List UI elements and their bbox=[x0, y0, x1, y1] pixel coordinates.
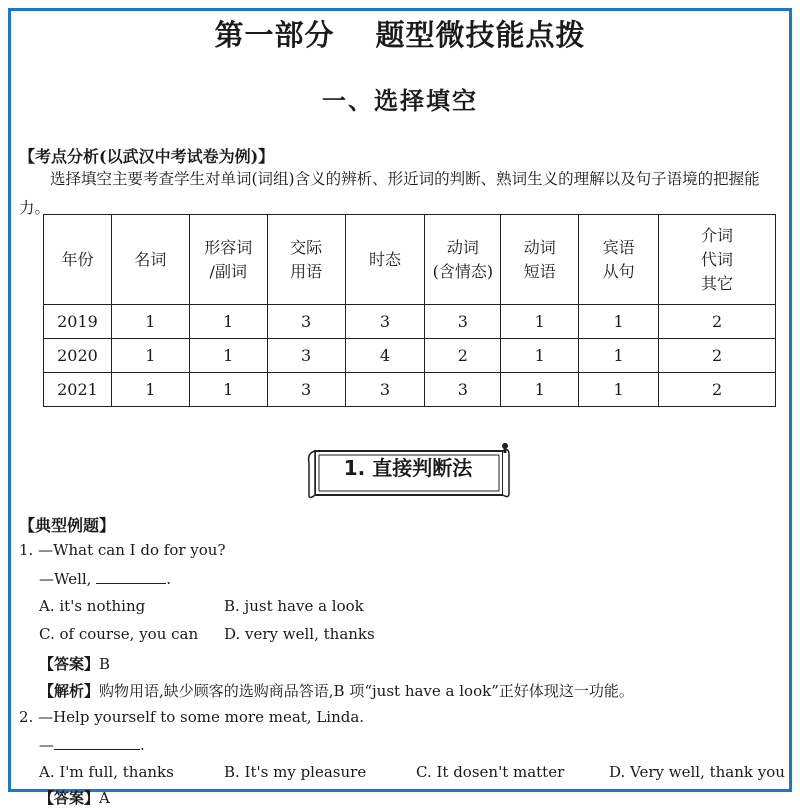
table-cell: 1 bbox=[501, 305, 579, 339]
q2-option-a: A. I'm full, thanks bbox=[39, 763, 174, 781]
table-cell: 1 bbox=[579, 339, 659, 373]
table-cell: 2 bbox=[425, 339, 501, 373]
table-header-cell bbox=[267, 215, 345, 305]
table-header-line: 动词 bbox=[523, 237, 556, 257]
q1-reply bbox=[39, 569, 171, 588]
table-cell: 1 bbox=[189, 339, 267, 373]
q2-answer-label: 【答案】 bbox=[39, 789, 100, 807]
table-cell: 1 bbox=[189, 373, 267, 407]
table-header-line: 形容词 bbox=[204, 237, 253, 257]
q1-option-c: C. of course, you can bbox=[39, 625, 199, 643]
q2-answer-value: A bbox=[99, 789, 110, 807]
table-cell: 3 bbox=[425, 305, 501, 339]
table-header-line: 年份 bbox=[61, 249, 94, 269]
table-header-line: (含情态) bbox=[432, 261, 494, 281]
table-cell: 1 bbox=[579, 373, 659, 407]
table-header-line: 交际 bbox=[290, 237, 323, 257]
table-header-line: 名词 bbox=[134, 249, 167, 269]
table-header-cell bbox=[425, 215, 501, 305]
analysis-heading: 【考点分析(以武汉中考试卷为例)】 bbox=[19, 147, 275, 166]
table-cell: 2 bbox=[659, 373, 776, 407]
table-header-row bbox=[44, 215, 776, 305]
table-header-cell bbox=[111, 215, 189, 305]
q2-answer bbox=[39, 787, 110, 808]
section-title: 一、选择填空 bbox=[322, 86, 478, 115]
q2-reply-text: — bbox=[39, 736, 54, 754]
table-header-cell bbox=[659, 215, 776, 305]
table-header-line: 介词 bbox=[701, 225, 734, 245]
q2-blank bbox=[54, 735, 140, 750]
table-cell: 2 bbox=[659, 305, 776, 339]
examples-heading: 【典型例题】 bbox=[19, 516, 116, 535]
table-cell: 3 bbox=[345, 305, 425, 339]
table-header-line: 从句 bbox=[602, 261, 635, 281]
table-header-cell bbox=[501, 215, 579, 305]
table-cell: 1 bbox=[579, 305, 659, 339]
table-cell: 3 bbox=[267, 305, 345, 339]
table-cell: 1 bbox=[111, 373, 189, 407]
table-header-line: 时态 bbox=[368, 249, 401, 269]
q1-prompt: 1. —What can I do for you? bbox=[19, 541, 226, 559]
table-cell: 1 bbox=[111, 339, 189, 373]
q2-option-b: B. It's my pleasure bbox=[224, 763, 367, 781]
q1-option-b: B. just have a look bbox=[224, 597, 364, 615]
table-cell: 1 bbox=[501, 339, 579, 373]
table-header-line: 其它 bbox=[701, 273, 734, 293]
table-cell: 3 bbox=[267, 339, 345, 373]
table-cell: 1 bbox=[189, 305, 267, 339]
table-cell: 2019 bbox=[44, 305, 112, 339]
table-header-line: 代词 bbox=[701, 249, 734, 269]
table-header-line: 用语 bbox=[290, 261, 323, 281]
q2-option-c: C. It dosen't matter bbox=[416, 763, 565, 781]
stats-table bbox=[43, 214, 776, 407]
table-cell: 1 bbox=[111, 305, 189, 339]
q1-answer bbox=[39, 653, 110, 674]
table-header-line: 动词 bbox=[446, 237, 479, 257]
method-banner-label: 1. 直接判断法 bbox=[343, 456, 473, 480]
table-cell: 3 bbox=[425, 373, 501, 407]
table-header-cell bbox=[579, 215, 659, 305]
q1-answer-label: 【答案】 bbox=[39, 655, 100, 673]
table-cell: 2021 bbox=[44, 373, 112, 407]
q1-analysis bbox=[39, 680, 634, 701]
q1-reply-end: . bbox=[166, 570, 171, 588]
table-header-cell bbox=[345, 215, 425, 305]
table-header-cell bbox=[189, 215, 267, 305]
q1-option-d: D. very well, thanks bbox=[224, 625, 375, 643]
table-header-line: 宾语 bbox=[602, 237, 635, 257]
table-header-line: /副词 bbox=[209, 261, 247, 281]
q2-reply bbox=[39, 735, 145, 754]
q1-analysis-text: 购物用语,缺少顾客的选购商品答语,B 项“just have a look”正好体现这一功能。 bbox=[99, 682, 634, 700]
table-header-line: 短语 bbox=[523, 261, 556, 281]
table-cell: 2020 bbox=[44, 339, 112, 373]
table-row bbox=[44, 373, 776, 407]
table-cell: 2 bbox=[659, 339, 776, 373]
q1-option-a: A. it's nothing bbox=[39, 597, 146, 615]
table-cell: 1 bbox=[501, 373, 579, 407]
table-row bbox=[44, 339, 776, 373]
table-cell: 3 bbox=[267, 373, 345, 407]
table-cell: 4 bbox=[345, 339, 425, 373]
q1-reply-text: —Well, bbox=[39, 570, 92, 588]
q2-option-d: D. Very well, thank you bbox=[609, 763, 785, 781]
analysis-text: 选择填空主要考查学生对单词(词组)含义的辨析、形近词的判断、熟词生义的理解以及句子语境的把握能力。 bbox=[19, 170, 760, 217]
table-row bbox=[44, 305, 776, 339]
document-page bbox=[8, 8, 792, 807]
q1-answer-value: B bbox=[99, 655, 111, 673]
table-cell: 3 bbox=[345, 373, 425, 407]
q1-blank bbox=[96, 569, 166, 584]
q2-reply-end: . bbox=[140, 736, 145, 754]
part-title: 第一部分 题型微技能点拨 bbox=[214, 18, 586, 52]
table-header-cell bbox=[44, 215, 112, 305]
q1-analysis-label: 【解析】 bbox=[39, 682, 100, 700]
q2-prompt: 2. —Help yourself to some more meat, Linda. bbox=[19, 708, 365, 726]
